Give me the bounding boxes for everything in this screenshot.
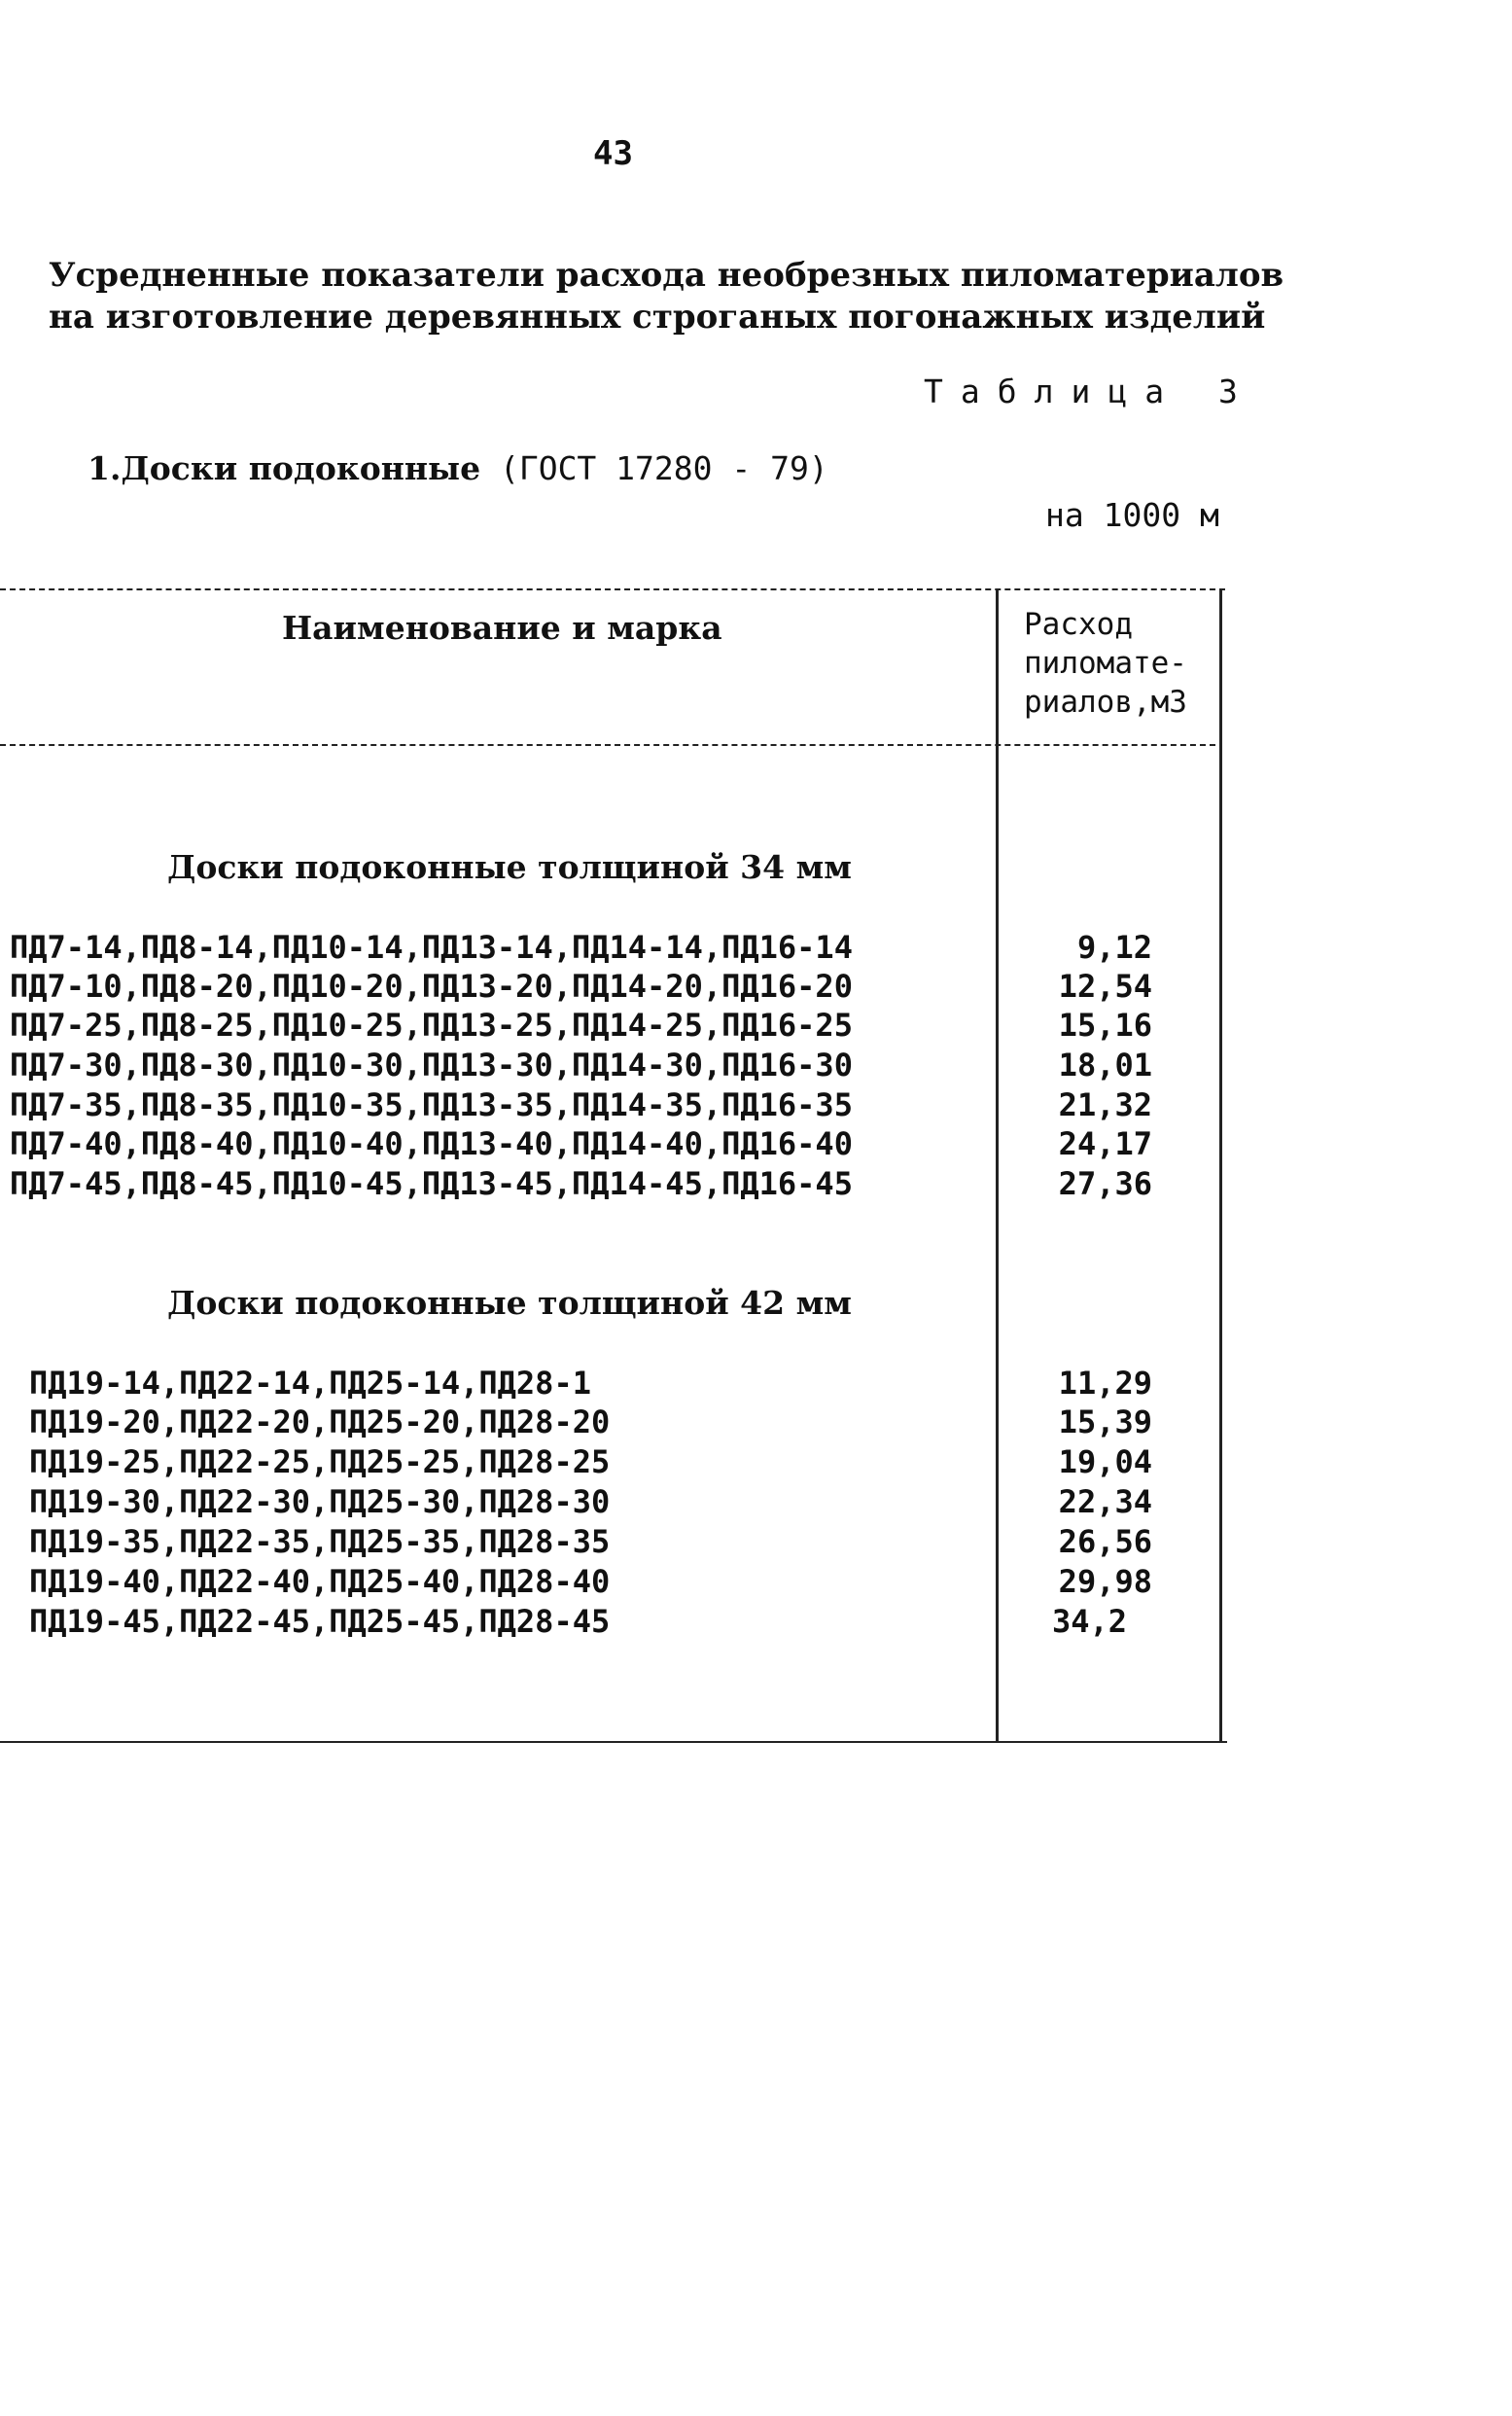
table-row-marks: ПД7-45,ПД8-45,ПД10-45,ПД13-45,ПД14-45,ПД16-45 bbox=[10, 1165, 853, 1202]
table-row-value: 15,16 bbox=[1058, 1007, 1152, 1044]
section-title-main: 1.Доски подоконные bbox=[88, 449, 481, 487]
table-row-marks: ПД19-45,ПД22-45,ПД25-45,ПД28-45 bbox=[29, 1603, 611, 1640]
table-row-value: 15,39 bbox=[1058, 1403, 1152, 1440]
column-header-rate-line-1: Расход bbox=[1024, 607, 1133, 642]
page-number: 43 bbox=[593, 134, 633, 173]
table-row-marks: ПД7-40,ПД8-40,ПД10-40,ПД13-40,ПД14-40,ПД16-40 bbox=[10, 1125, 853, 1162]
table-row-value: 29,98 bbox=[1058, 1563, 1152, 1600]
section-title-gost: (ГОСТ 17280 - 79) bbox=[480, 449, 828, 487]
table-row-value: 26,56 bbox=[1058, 1523, 1152, 1560]
title-line-2: на изготовление деревянных строганых погонажных изделий bbox=[49, 298, 1266, 337]
column-header-name: Наименование и марка bbox=[282, 609, 722, 647]
table-row-marks: ПД19-30,ПД22-30,ПД25-30,ПД28-30 bbox=[29, 1483, 611, 1520]
column-divider bbox=[996, 590, 999, 1741]
unit-note: на 1000 м bbox=[1045, 496, 1219, 534]
table-row-marks: ПД19-25,ПД22-25,ПД25-25,ПД28-25 bbox=[29, 1443, 611, 1480]
table-row-marks: ПД19-20,ПД22-20,ПД25-20,ПД28-20 bbox=[29, 1403, 611, 1440]
column-header-rate-line-2: пиломате- bbox=[1024, 646, 1187, 681]
table-row-marks: ПД7-35,ПД8-35,ПД10-35,ПД13-35,ПД14-35,ПД16-35 bbox=[10, 1086, 853, 1123]
column-header-rate bbox=[1024, 605, 1187, 722]
table-row-value: 19,04 bbox=[1058, 1443, 1152, 1480]
table-row-value: 12,54 bbox=[1058, 968, 1152, 1005]
table-row-value: 34,2 bbox=[1052, 1603, 1128, 1640]
table-row-value: 11,29 bbox=[1058, 1365, 1152, 1402]
table-label: Таблица 3 bbox=[924, 373, 1255, 410]
title-line-1: Усредненные показатели расхода необрезных пиломатериалов bbox=[49, 256, 1284, 295]
table-header-border bbox=[0, 744, 1215, 746]
table-top-border bbox=[0, 588, 1225, 590]
column-header-rate-line-3: риалов,м3 bbox=[1024, 685, 1187, 720]
table-row-value: 18,01 bbox=[1058, 1047, 1152, 1084]
group-title-34mm: Доски подоконные толщиной 34 мм bbox=[167, 848, 852, 886]
table-row-value: 22,34 bbox=[1058, 1483, 1152, 1520]
table-row-value: 24,17 bbox=[1058, 1125, 1152, 1162]
group-title-42mm: Доски подоконные толщиной 42 мм bbox=[167, 1284, 852, 1322]
table-row-marks: ПД7-10,ПД8-20,ПД10-20,ПД13-20,ПД14-20,ПД16-20 bbox=[10, 968, 853, 1005]
table-row-marks: ПД19-40,ПД22-40,ПД25-40,ПД28-40 bbox=[29, 1563, 611, 1600]
table-right-border bbox=[1219, 590, 1222, 1741]
table-bottom-border bbox=[0, 1741, 1227, 1743]
section-title bbox=[88, 449, 828, 487]
table-row-marks: ПД7-14,ПД8-14,ПД10-14,ПД13-14,ПД14-14,ПД16-14 bbox=[10, 929, 853, 966]
table-row-value: 27,36 bbox=[1058, 1165, 1152, 1202]
table-row-marks: ПД19-14,ПД22-14,ПД25-14,ПД28-1 bbox=[29, 1365, 591, 1402]
table-row-value: 21,32 bbox=[1058, 1086, 1152, 1123]
document-title bbox=[49, 255, 1283, 338]
table-row-marks: ПД7-25,ПД8-25,ПД10-25,ПД13-25,ПД14-25,ПД16-25 bbox=[10, 1007, 853, 1044]
table-row-value: 9,12 bbox=[1076, 929, 1152, 966]
table-row-marks: ПД19-35,ПД22-35,ПД25-35,ПД28-35 bbox=[29, 1523, 611, 1560]
table-row-marks: ПД7-30,ПД8-30,ПД10-30,ПД13-30,ПД14-30,ПД16-30 bbox=[10, 1047, 853, 1084]
